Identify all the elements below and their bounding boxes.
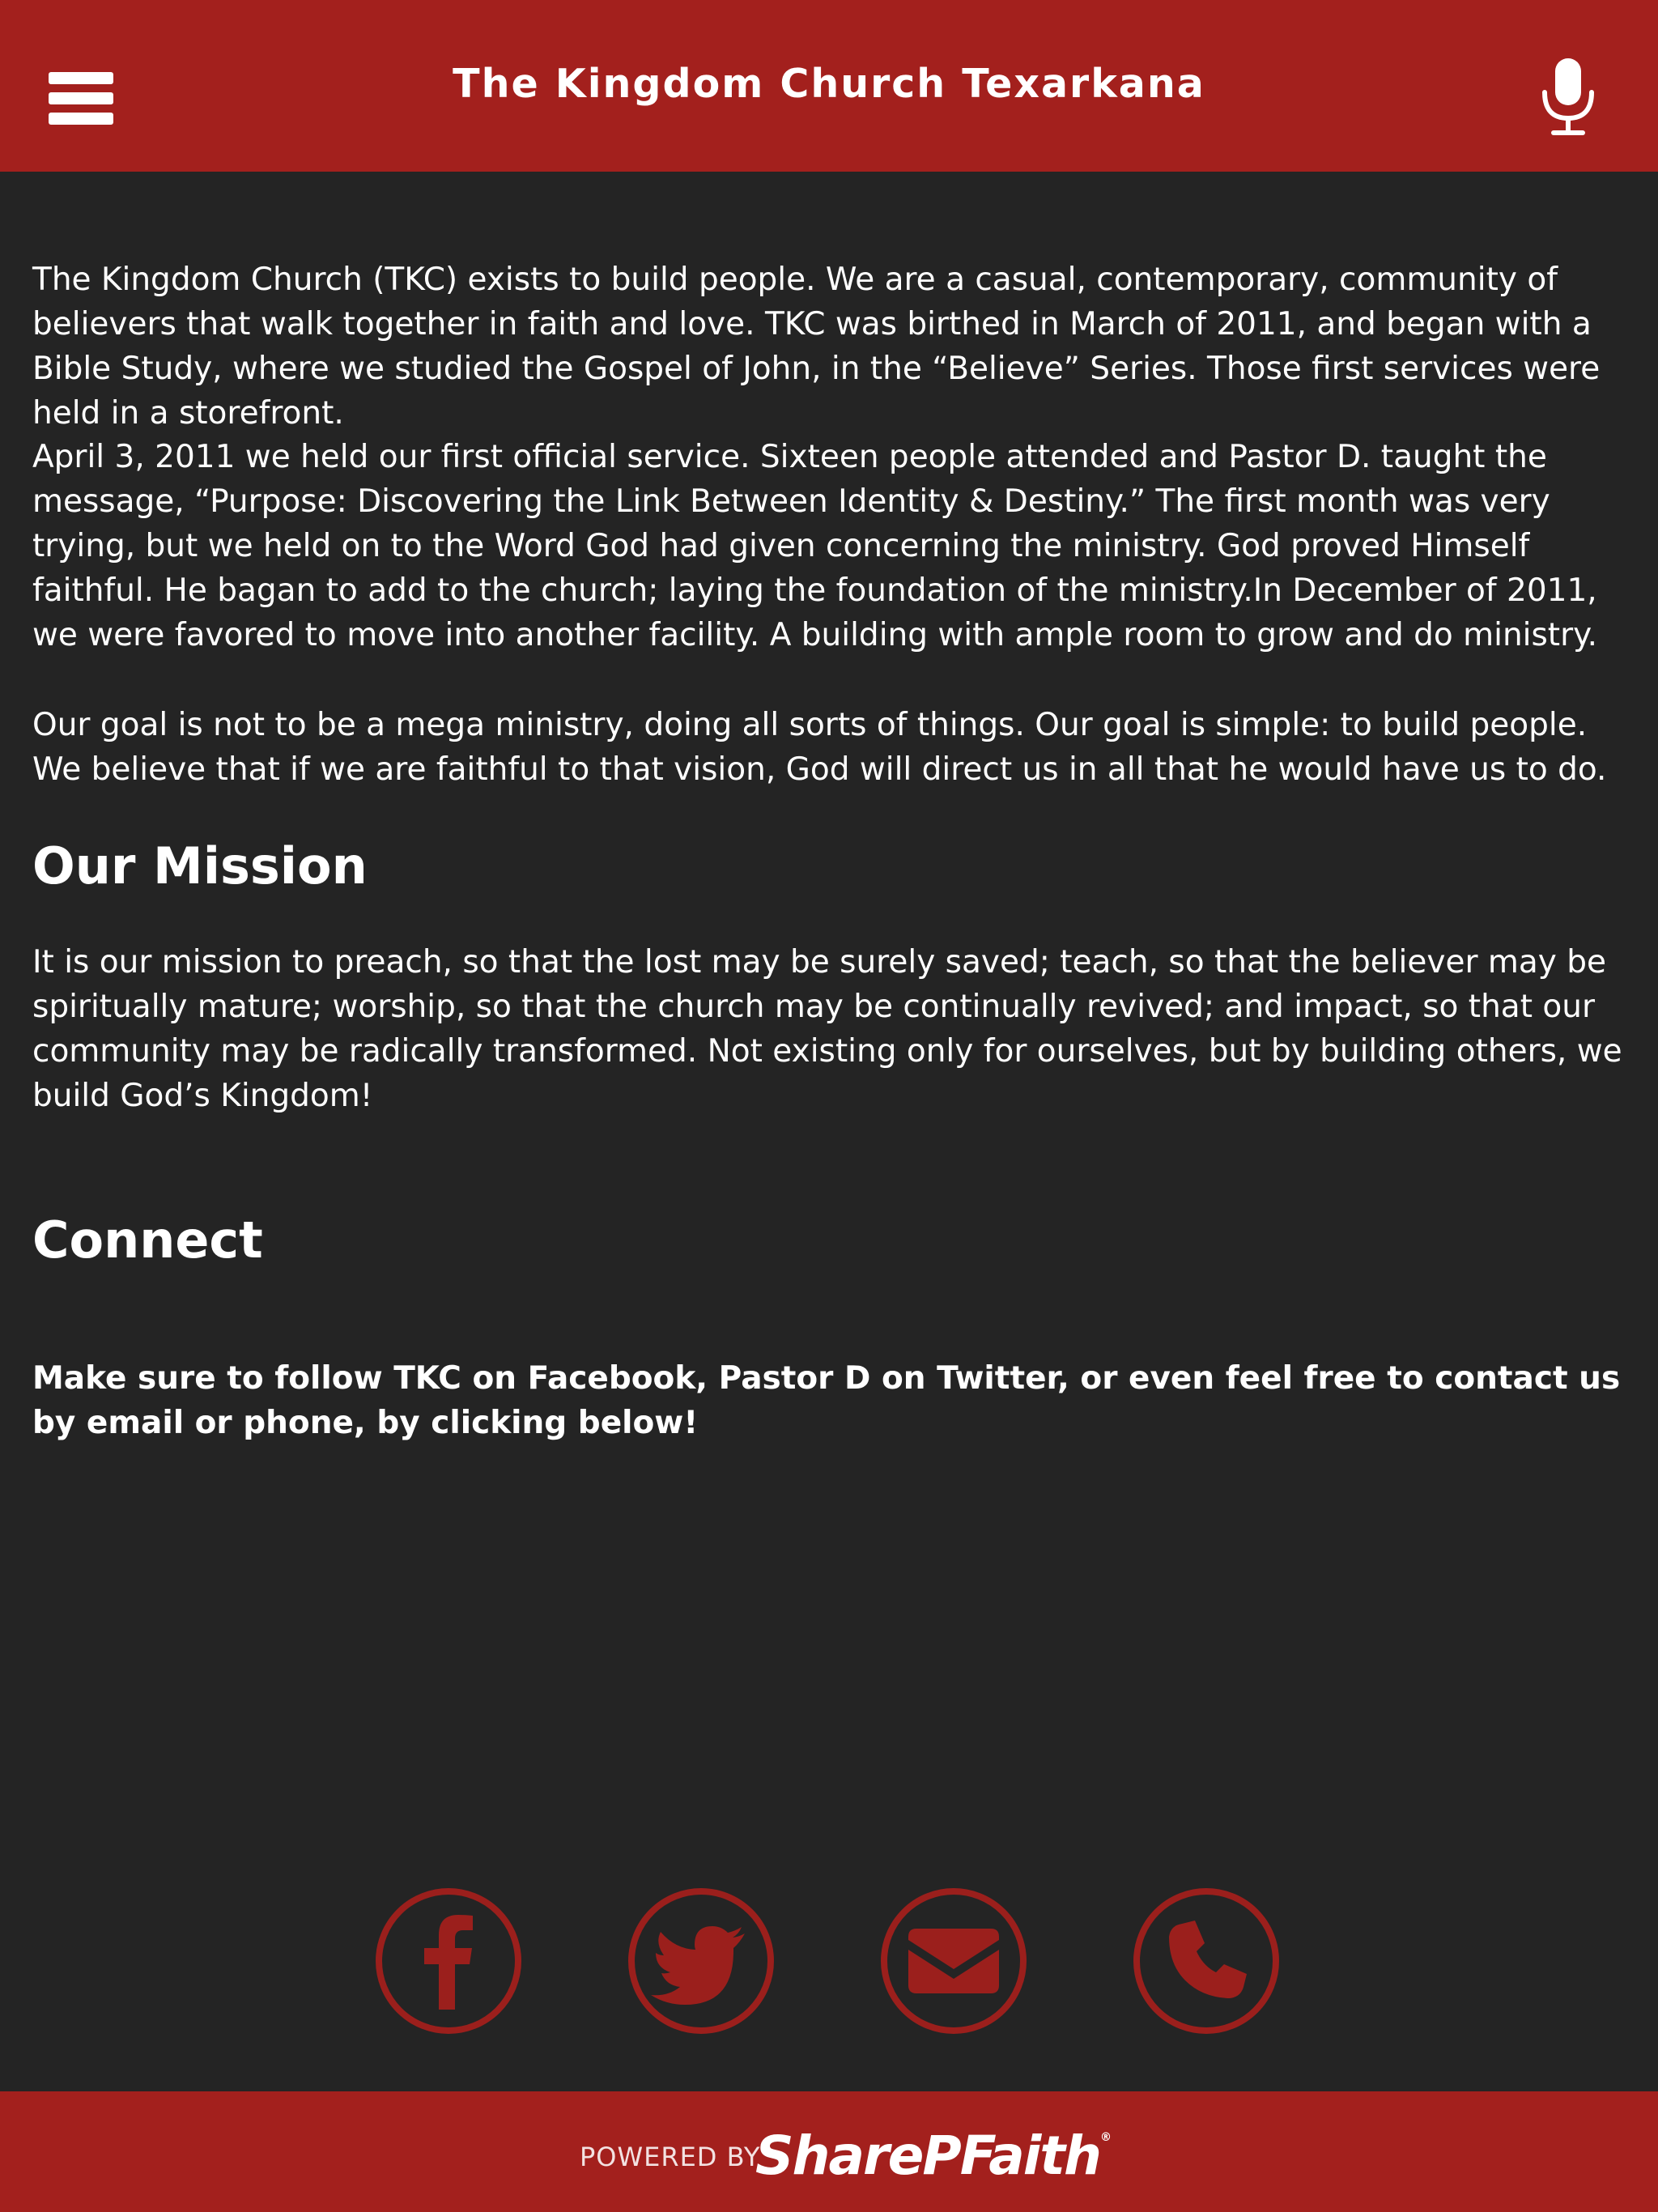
twitter-icon — [627, 1887, 776, 2035]
facebook-icon — [374, 1887, 523, 2035]
app-title: The Kingdom Church Texarkana — [453, 61, 1205, 107]
envelope-icon — [879, 1887, 1028, 2035]
mission-text: It is our mission to preach, so that the lost may be surely saved; teach, so that the believer may be spiritually mature; worship, so that the church may be continually revived; and impact, so that our community may be radically transformed. Not existing only for ourselves, but by building others, we build God’s Kingdom! — [32, 944, 1622, 1114]
sharefaith-logo[interactable]: SharePFaith® — [755, 2125, 1110, 2187]
facebook-button[interactable] — [374, 1887, 523, 2035]
powered-by-label: POWERED BY — [580, 2142, 761, 2172]
connect-text: Make sure to follow TKC on Facebook, Pastor D on Twitter, or even feel free to contact us by email or phone, by clicking below! — [32, 1360, 1621, 1441]
mission-heading: Our Mission — [32, 836, 368, 895]
microphone-icon[interactable] — [1532, 57, 1605, 138]
twitter-button[interactable] — [627, 1887, 776, 2035]
email-button[interactable] — [879, 1887, 1028, 2035]
phone-button[interactable] — [1132, 1887, 1281, 2035]
app-header — [0, 0, 1658, 172]
phone-icon — [1132, 1887, 1281, 2035]
goal-paragraph: Our goal is not to be a mega ministry, doing all sorts of things. Our goal is simple: to build people. We believe that if we are faithful to that vision, God will direct us in all that he would have us to do. — [32, 707, 1607, 788]
history-paragraph: April 3, 2011 we held our first official service. Sixteen people attended and Pastor D. taught the message, “Purpose: Discovering the Link Between Identity & Destiny.” The first month was very trying, but we held on to the Word God had given concerning the ministry. God proved Himself faithful. He bagan to add to the church; laying the foundation of the ministry.In December of 2011, we were favored to move into another facility. A building with ample room to grow and do ministry. — [32, 439, 1598, 653]
menu-bar — [49, 113, 113, 125]
intro-paragraph: The Kingdom Church (TKC) exists to build people. We are a casual, contemporary, community of believers that walk together in faith and love. TKC was birthed in March of 2011, and began with a Bible Study, where we studied the Gospel of John, in the “Believe” Series. Those first services were held in a storefront. — [32, 262, 1601, 432]
app-footer — [0, 2091, 1658, 2212]
connect-heading: Connect — [32, 1210, 263, 1270]
